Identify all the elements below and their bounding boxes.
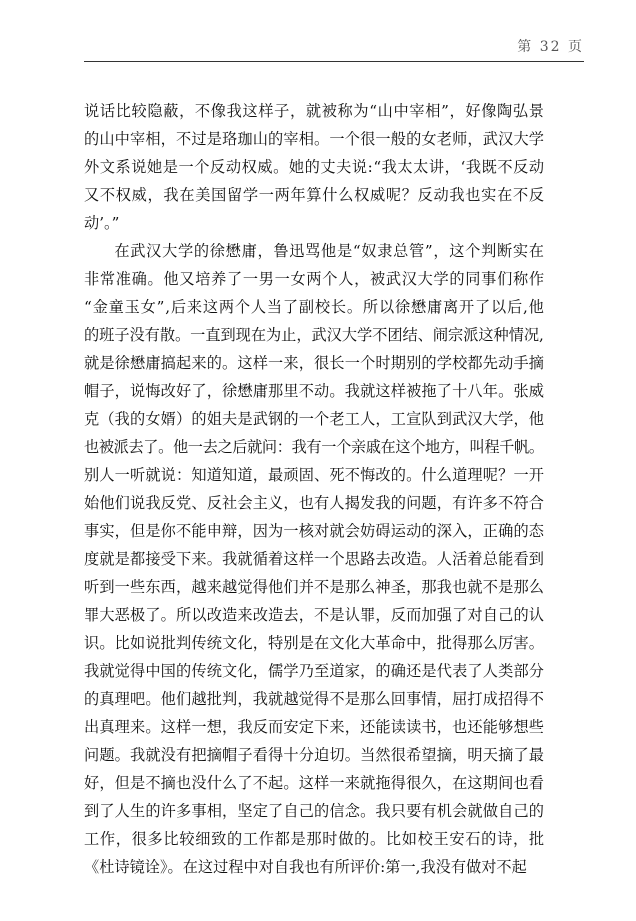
text-line: 又不权威，我在美国留学一两年算什么权威呢？反动我也实在不反 [84, 186, 545, 204]
text-line: 识。比如说批判传统文化，特别是在文化大革命中，批得那么厉害。 [84, 634, 545, 652]
body-text [84, 97, 544, 881]
text-line: 克（我的女婿）的姐夫是武钢的一个老工人，工宣队到武汉大学，他 [84, 410, 545, 428]
text-line: 帽子，说悔改好了，徐懋庸那里不动。我就这样被拖了十八年。张威 [84, 382, 545, 400]
text-line: 就是徐懋庸搞起来的。这样一来，很长一个时期别的学校都先动手摘 [84, 354, 545, 372]
text-line: 《杜诗镜诠》。在这过程中对自我也有所评价:第一,我没有做对不起 [84, 858, 527, 876]
text-line: 问题。我就没有把摘帽子看得十分迫切。当然很希望摘，明天摘了最 [84, 746, 545, 764]
text-line: 也被派去了。他一去之后就问：我有一个亲戚在这个地方，叫程千帆。 [84, 438, 544, 456]
text-line: 始他们说我反党、反社会主义，也有人揭发我的问题，有许多不符合 [84, 494, 545, 512]
text-line: 别人一听就说：知道知道，最顽固、死不悔改的。什么道理呢？一开 [84, 466, 545, 484]
text-line: 罪大恶极了。所以改造来改造去，不是认罪，反而加强了对自己的认 [84, 606, 545, 624]
text-line: 动’。” [84, 214, 120, 232]
text-line: “金童玉女”,后来这两个人当了副校长。所以徐懋庸离开了以后,他 [84, 298, 545, 316]
text-line: 到了人生的许多事相，坚定了自己的信念。我只要有机会就做自己的 [84, 802, 545, 820]
text-line: 出真理来。这样一想，我反而安定下来，还能读读书，也还能够想些 [84, 718, 545, 736]
text-line: 好，但是不摘也没什么了不起。这样一来就拖得很久，在这期间也看 [84, 774, 545, 792]
text-line: 的真理吧。他们越批判，我就越觉得不是那么回事情，屈打成招得不 [84, 690, 545, 708]
text-line: 外文系说她是一个反动权威。她的丈夫说:“我太太讲，‘我既不反动 [84, 158, 545, 176]
paragraph-first-line: 在武汉大学的徐懋庸，鲁迅骂他是“奴隶总管”，这个判断实在 [114, 242, 545, 260]
text-line: 工作，很多比较细致的工作都是那时做的。比如校王安石的诗，批 [84, 830, 545, 848]
text-line: 的班子没有散。一直到现在为止，武汉大学不团结、闹宗派这种情况, [84, 326, 544, 344]
text-line: 非常准确。他又培养了一男一女两个人，被武汉大学的同事们称作 [84, 270, 545, 288]
text-line: 的山中宰相，不过是珞珈山的宰相。一个很一般的女老师，武汉大学 [84, 130, 545, 148]
text-line: 事实，但是你不能申辩，因为一核对就会妨碍运动的深入，正确的态 [84, 522, 545, 540]
text-line: 听到一些东西，越来越觉得他们并不是那么神圣，那我也就不是那么 [84, 578, 545, 596]
text-line: 我就觉得中国的传统文化，儒学乃至道家，的确还是代表了人类部分 [84, 662, 545, 680]
header-divider [84, 61, 584, 62]
text-line: 说话比较隐蔽，不像我这样子，就被称为“山中宰相”，好像陶弘景 [84, 102, 545, 120]
text-line: 度就是都接受下来。我就循着这样一个思路去改造。人活着总能看到 [84, 550, 545, 568]
page-number-header: 第 32 页 [517, 39, 584, 55]
